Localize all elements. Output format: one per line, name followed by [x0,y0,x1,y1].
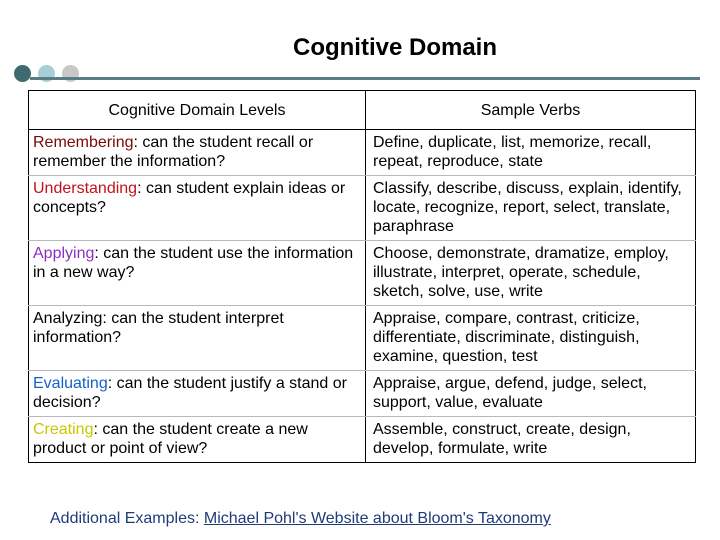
pohl-website-link[interactable]: Michael Pohl's Website about Bloom's Taxonomy [203,510,551,527]
level-cell [29,241,366,306]
level-name: Understanding [33,180,138,197]
level-name: Applying [33,245,95,262]
table-row [29,241,696,306]
level-cell [29,371,366,417]
page-title: Cognitive Domain [292,34,497,61]
title-rule [30,77,700,80]
additional-examples [50,510,551,528]
table-body [29,130,696,463]
table-row [29,306,696,371]
header-levels: Cognitive Domain Levels [29,91,366,130]
level-question: : can student explain ideas or concepts? [33,180,346,216]
dot-dark [14,65,31,82]
level-question: : can the student justify a stand or decision? [33,375,347,411]
verbs-cell: Classify, describe, discuss, explain, identify, locate, recognize, report, select, translate, paraphrase [366,176,696,241]
level-cell [29,417,366,463]
level-cell [29,176,366,241]
verbs-cell: Choose, demonstrate, dramatize, employ, illustrate, interpret, operate, schedule, sketch, solve, use, write [366,241,696,306]
table-row [29,130,696,176]
level-question: : can the student recall or remember the information? [33,134,314,170]
verbs-cell: Appraise, compare, contrast, criticize, differentiate, discriminate, distinguish, examine, question, test [366,306,696,371]
table-row [29,176,696,241]
table-header-row [29,91,696,130]
footer-label: Additional Examples: [50,510,204,527]
header-verbs: Sample Verbs [366,91,696,130]
level-cell [29,306,366,371]
level-question: : can the student interpret information? [33,310,284,346]
verbs-cell: Appraise, argue, defend, judge, select, support, value, evaluate [366,371,696,417]
level-name: Creating [33,421,94,438]
level-question: : can the student create a new product or point of view? [33,421,308,457]
level-name: Analyzing [33,310,103,327]
level-name: Evaluating [33,375,108,392]
level-cell [29,130,366,176]
level-name: Remembering [33,134,134,151]
table-row [29,417,696,463]
table-row [29,371,696,417]
verbs-cell: Assemble, construct, create, design, develop, formulate, write [366,417,696,463]
cognitive-domain-table [28,90,696,463]
verbs-cell: Define, duplicate, list, memorize, recall, repeat, reproduce, state [366,130,696,176]
level-question: : can the student use the information in a new way? [33,245,354,281]
